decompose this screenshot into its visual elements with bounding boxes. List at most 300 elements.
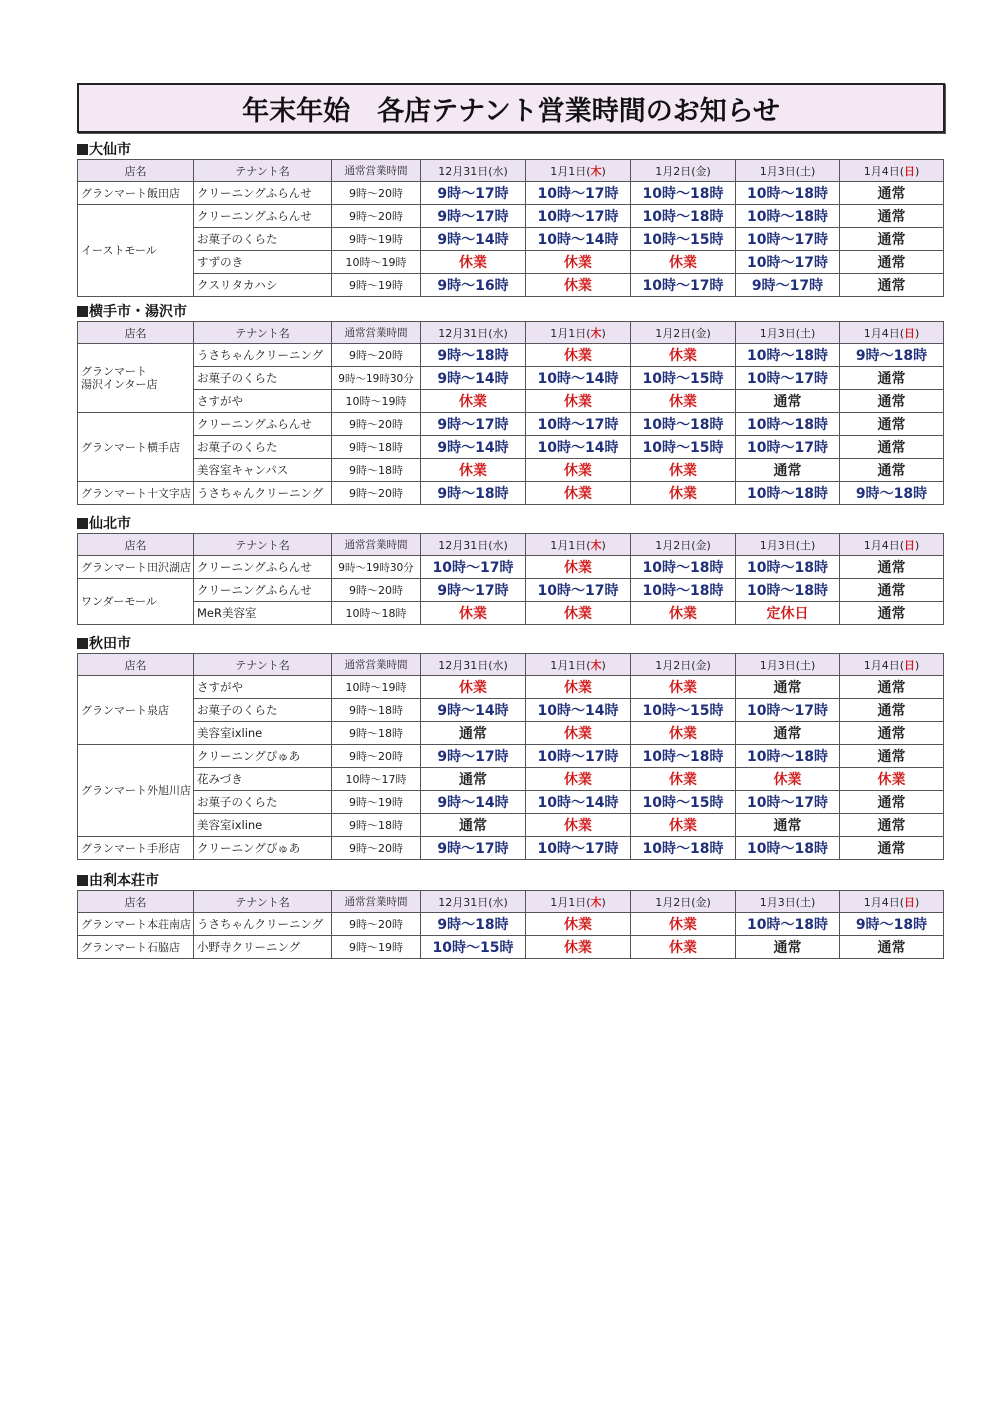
day-hours: 休業 — [421, 676, 526, 699]
day-hours: 通常 — [840, 459, 944, 482]
day-hours: 休業 — [526, 251, 631, 274]
store-name: グランマート田沢湖店 — [78, 556, 194, 579]
normal-hours: 9時～20時 — [332, 482, 421, 505]
day-paren-open: ( — [691, 658, 696, 672]
normal-hours: 9時～18時 — [332, 814, 421, 837]
day-hours: 休業 — [526, 274, 631, 297]
header-row — [78, 322, 944, 344]
table-row — [78, 459, 944, 482]
day-hours: 休業 — [421, 390, 526, 413]
day-of-week: 金 — [695, 164, 707, 178]
day-hours: 休業 — [526, 390, 631, 413]
day-date: 1月2日 — [655, 658, 692, 672]
table-row — [78, 791, 944, 814]
day-paren-open: ( — [795, 658, 800, 672]
section — [77, 515, 943, 625]
day-paren-open: ( — [899, 658, 904, 672]
table-row — [78, 814, 944, 837]
day-hours: 休業 — [421, 251, 526, 274]
day-paren-open: ( — [691, 326, 696, 340]
day-hours: 休業 — [631, 676, 736, 699]
day-hours: 10時～18時 — [631, 556, 736, 579]
tenant-name: クリーニングぴゅあ — [194, 745, 332, 768]
day-hours: 10時～18時 — [736, 205, 840, 228]
day-date: 12月31日 — [438, 164, 489, 178]
table-row — [78, 413, 944, 436]
day-hours: 9時～14時 — [421, 699, 526, 722]
tenant-name: お菓子のくらた — [194, 436, 332, 459]
table-row — [78, 482, 944, 505]
header-store: 店名 — [78, 160, 194, 182]
square-bullet-icon — [77, 638, 88, 649]
day-of-week: 土 — [800, 326, 811, 340]
square-bullet-icon — [77, 518, 88, 529]
day-paren-close: ) — [811, 895, 816, 909]
day-hours: 通常 — [840, 251, 944, 274]
section-name: 大仙市 — [89, 142, 131, 158]
table-row — [78, 745, 944, 768]
day-date: 1月2日 — [655, 895, 692, 909]
day-date: 1月2日 — [655, 326, 692, 340]
day-date: 1月1日 — [550, 658, 587, 672]
day-hours: 通常 — [840, 436, 944, 459]
table-row — [78, 722, 944, 745]
table-row — [78, 768, 944, 791]
table-row — [78, 699, 944, 722]
tenant-name: 美容室キャンパス — [194, 459, 332, 482]
header-day — [421, 654, 526, 676]
day-hours: 10時～17時 — [421, 556, 526, 579]
day-paren-close: ) — [706, 538, 711, 552]
day-hours: 9時～17時 — [421, 182, 526, 205]
day-paren-close: ) — [601, 164, 606, 178]
day-hours: 10時～15時 — [631, 699, 736, 722]
day-hours: 10時～17時 — [631, 274, 736, 297]
day-paren-open: ( — [586, 164, 591, 178]
section-name: 横手市・湯沢市 — [89, 304, 187, 320]
normal-hours: 9時～20時 — [332, 745, 421, 768]
header-day — [840, 891, 944, 913]
day-paren-open: ( — [899, 326, 904, 340]
day-date: 1月4日 — [863, 538, 900, 552]
day-hours: 通常 — [840, 579, 944, 602]
day-hours: 10時～18時 — [631, 182, 736, 205]
day-hours: 休業 — [526, 482, 631, 505]
tenant-name: すずのき — [194, 251, 332, 274]
day-hours: 休業 — [631, 936, 736, 959]
header-day — [526, 534, 631, 556]
header-store: 店名 — [78, 322, 194, 344]
header-normal-hours: 通常営業時間 — [332, 322, 421, 344]
day-paren-close: ) — [915, 164, 920, 178]
day-hours: 通常 — [736, 814, 840, 837]
day-hours: 休業 — [526, 814, 631, 837]
day-hours: 休業 — [631, 913, 736, 936]
header-normal-hours: 通常営業時間 — [332, 654, 421, 676]
day-hours: 10時～17時 — [736, 367, 840, 390]
day-hours: 通常 — [840, 228, 944, 251]
header-day — [631, 891, 736, 913]
day-hours: 10時～17時 — [736, 791, 840, 814]
day-hours: 10時～17時 — [736, 436, 840, 459]
day-hours: 10時～18時 — [631, 745, 736, 768]
day-date: 1月3日 — [759, 164, 796, 178]
day-hours: 定休日 — [736, 602, 840, 625]
day-hours: 9時～18時 — [421, 913, 526, 936]
day-of-week: 日 — [904, 658, 915, 672]
table-row — [78, 205, 944, 228]
day-hours: 休業 — [526, 344, 631, 367]
day-hours: 通常 — [840, 556, 944, 579]
day-paren-close: ) — [503, 164, 508, 178]
tenant-name: クリーニングふらんせ — [194, 556, 332, 579]
day-hours: 10時～17時 — [526, 745, 631, 768]
normal-hours: 10時～17時 — [332, 768, 421, 791]
tenant-name: クリーニングふらんせ — [194, 205, 332, 228]
day-of-week: 水 — [492, 658, 504, 672]
tenant-name: さすがや — [194, 676, 332, 699]
day-hours: 10時～18時 — [736, 745, 840, 768]
day-hours: 休業 — [526, 602, 631, 625]
day-hours: 9時～18時 — [840, 344, 944, 367]
normal-hours: 9時～19時 — [332, 274, 421, 297]
day-hours: 通常 — [840, 837, 944, 860]
day-hours: 通常 — [840, 722, 944, 745]
day-date: 12月31日 — [438, 895, 489, 909]
day-hours: 10時～18時 — [736, 837, 840, 860]
day-of-week: 木 — [590, 164, 602, 178]
day-of-week: 日 — [904, 164, 915, 178]
store-name: グランマート手形店 — [78, 837, 194, 860]
header-day — [631, 654, 736, 676]
section-name: 秋田市 — [89, 636, 131, 652]
section-label — [77, 635, 943, 653]
section — [77, 303, 943, 505]
day-hours: 通常 — [840, 936, 944, 959]
day-hours: 通常 — [840, 745, 944, 768]
day-hours: 休業 — [421, 459, 526, 482]
day-hours: 9時～14時 — [421, 228, 526, 251]
square-bullet-icon — [77, 144, 88, 155]
day-paren-close: ) — [503, 895, 508, 909]
day-of-week: 水 — [492, 895, 504, 909]
day-of-week: 水 — [492, 538, 504, 552]
day-hours: 通常 — [840, 676, 944, 699]
hours-table — [77, 890, 944, 959]
header-store: 店名 — [78, 654, 194, 676]
day-hours: 通常 — [736, 676, 840, 699]
day-paren-close: ) — [915, 658, 920, 672]
day-hours: 9時～16時 — [421, 274, 526, 297]
day-of-week: 水 — [492, 326, 504, 340]
day-paren-open: ( — [488, 538, 493, 552]
header-day — [526, 322, 631, 344]
store-name: ワンダーモール — [78, 579, 194, 625]
day-hours: 10時～18時 — [736, 556, 840, 579]
header-tenant: テナント名 — [194, 534, 332, 556]
day-hours: 休業 — [631, 814, 736, 837]
day-hours: 通常 — [840, 367, 944, 390]
day-of-week: 木 — [590, 326, 602, 340]
day-paren-open: ( — [586, 326, 591, 340]
day-paren-open: ( — [488, 326, 493, 340]
section — [77, 872, 943, 959]
day-paren-open: ( — [586, 538, 591, 552]
day-paren-close: ) — [601, 658, 606, 672]
day-of-week: 金 — [695, 538, 707, 552]
day-paren-close: ) — [503, 538, 508, 552]
header-tenant: テナント名 — [194, 891, 332, 913]
day-hours: 通常 — [840, 791, 944, 814]
normal-hours: 9時～18時 — [332, 699, 421, 722]
normal-hours: 9時～20時 — [332, 182, 421, 205]
day-hours: 10時～17時 — [526, 205, 631, 228]
header-day — [840, 160, 944, 182]
tenant-name: お菓子のくらた — [194, 791, 332, 814]
day-hours: 休業 — [526, 768, 631, 791]
day-date: 1月1日 — [550, 538, 587, 552]
day-of-week: 木 — [590, 658, 602, 672]
header-day — [736, 534, 840, 556]
day-hours: 休業 — [631, 344, 736, 367]
header-tenant: テナント名 — [194, 322, 332, 344]
day-hours: 10時～18時 — [736, 913, 840, 936]
day-hours: 休業 — [631, 482, 736, 505]
header-row — [78, 534, 944, 556]
normal-hours: 9時～19時 — [332, 936, 421, 959]
header-day — [840, 322, 944, 344]
tenant-name: お菓子のくらた — [194, 699, 332, 722]
day-paren-open: ( — [899, 895, 904, 909]
day-paren-close: ) — [915, 538, 920, 552]
day-hours: 10時～14時 — [526, 699, 631, 722]
day-hours: 10時～17時 — [526, 413, 631, 436]
day-hours: 通常 — [840, 699, 944, 722]
table-row — [78, 579, 944, 602]
tenant-name: うさちゃんクリーニング — [194, 482, 332, 505]
day-hours: 10時～17時 — [526, 579, 631, 602]
store-name: グランマート十文字店 — [78, 482, 194, 505]
square-bullet-icon — [77, 306, 88, 317]
day-hours: 10時～15時 — [631, 791, 736, 814]
square-bullet-icon — [77, 875, 88, 886]
day-hours: 10時～18時 — [736, 182, 840, 205]
day-hours: 9時～17時 — [421, 837, 526, 860]
section — [77, 141, 943, 297]
table-row — [78, 913, 944, 936]
table-row — [78, 182, 944, 205]
day-paren-close: ) — [915, 895, 920, 909]
day-hours: 休業 — [631, 722, 736, 745]
page-title-box — [77, 83, 945, 133]
section-label — [77, 141, 943, 159]
day-hours: 通常 — [736, 936, 840, 959]
day-hours: 休業 — [840, 768, 944, 791]
day-hours: 9時～18時 — [421, 344, 526, 367]
day-hours: 通常 — [736, 390, 840, 413]
day-of-week: 土 — [800, 895, 811, 909]
normal-hours: 10時～19時 — [332, 676, 421, 699]
day-hours: 10時～17時 — [526, 837, 631, 860]
day-hours: 休業 — [631, 251, 736, 274]
day-of-week: 日 — [904, 895, 915, 909]
normal-hours: 9時～20時 — [332, 205, 421, 228]
day-hours: 休業 — [631, 459, 736, 482]
day-paren-open: ( — [691, 538, 696, 552]
day-paren-open: ( — [488, 658, 493, 672]
tenant-name: お菓子のくらた — [194, 228, 332, 251]
day-hours: 9時～17時 — [421, 205, 526, 228]
tenant-name: クリーニングぴゅあ — [194, 837, 332, 860]
day-date: 1月1日 — [550, 895, 587, 909]
normal-hours: 9時～20時 — [332, 579, 421, 602]
table-row — [78, 837, 944, 860]
day-hours: 通常 — [421, 722, 526, 745]
store-name: イーストモール — [78, 205, 194, 297]
header-day — [840, 534, 944, 556]
day-hours: 10時～18時 — [631, 205, 736, 228]
day-hours: 10時～15時 — [631, 367, 736, 390]
day-date: 12月31日 — [438, 658, 489, 672]
store-name: グランマート石脇店 — [78, 936, 194, 959]
section-name: 仙北市 — [89, 516, 131, 532]
page-title: 年末年始 各店テナント営業時間のお知らせ — [242, 95, 780, 127]
day-paren-close: ) — [601, 326, 606, 340]
day-paren-close: ) — [811, 164, 816, 178]
table-row — [78, 602, 944, 625]
day-hours: 9時～14時 — [421, 436, 526, 459]
day-hours: 10時～14時 — [526, 367, 631, 390]
store-name: グランマート本荘南店 — [78, 913, 194, 936]
day-paren-close: ) — [601, 538, 606, 552]
header-normal-hours: 通常営業時間 — [332, 534, 421, 556]
header-tenant: テナント名 — [194, 654, 332, 676]
header-row — [78, 654, 944, 676]
tenant-name: 美容室ixline — [194, 814, 332, 837]
store-name: グランマート泉店 — [78, 676, 194, 745]
day-hours: 10時～14時 — [526, 228, 631, 251]
table-row — [78, 274, 944, 297]
tenant-name: 花みづき — [194, 768, 332, 791]
day-hours: 10時～15時 — [421, 936, 526, 959]
day-hours: 10時～18時 — [736, 482, 840, 505]
tenant-name: さすがや — [194, 390, 332, 413]
day-paren-close: ) — [706, 326, 711, 340]
day-paren-open: ( — [795, 895, 800, 909]
tenant-name: クリーニングふらんせ — [194, 182, 332, 205]
day-hours: 通常 — [840, 182, 944, 205]
day-paren-open: ( — [586, 658, 591, 672]
day-paren-open: ( — [795, 538, 800, 552]
header-store: 店名 — [78, 534, 194, 556]
day-hours: 休業 — [631, 768, 736, 791]
day-hours: 10時～18時 — [631, 579, 736, 602]
day-hours: 9時～18時 — [840, 913, 944, 936]
day-hours: 通常 — [840, 205, 944, 228]
tenant-name: クリーニングふらんせ — [194, 413, 332, 436]
day-hours: 通常 — [840, 814, 944, 837]
tenant-name: お菓子のくらた — [194, 367, 332, 390]
day-paren-open: ( — [899, 164, 904, 178]
day-date: 1月4日 — [863, 326, 900, 340]
day-date: 1月4日 — [863, 164, 900, 178]
day-hours: 休業 — [526, 676, 631, 699]
day-paren-close: ) — [601, 895, 606, 909]
header-day — [631, 160, 736, 182]
day-date: 1月2日 — [655, 164, 692, 178]
day-of-week: 土 — [800, 658, 811, 672]
table-row — [78, 390, 944, 413]
tenant-name: うさちゃんクリーニング — [194, 913, 332, 936]
day-hours: 10時～17時 — [526, 182, 631, 205]
day-hours: 9時～17時 — [421, 413, 526, 436]
table-row — [78, 251, 944, 274]
day-hours: 休業 — [736, 768, 840, 791]
day-paren-close: ) — [503, 658, 508, 672]
day-of-week: 金 — [695, 895, 707, 909]
day-hours: 9時～14時 — [421, 791, 526, 814]
normal-hours: 9時～19時 — [332, 228, 421, 251]
day-of-week: 金 — [695, 658, 707, 672]
day-hours: 9時～18時 — [421, 482, 526, 505]
day-date: 1月3日 — [759, 538, 796, 552]
day-paren-close: ) — [503, 326, 508, 340]
normal-hours: 10時～19時 — [332, 390, 421, 413]
day-hours: 10時～15時 — [631, 228, 736, 251]
header-tenant: テナント名 — [194, 160, 332, 182]
day-paren-open: ( — [586, 895, 591, 909]
day-paren-close: ) — [811, 538, 816, 552]
day-date: 1月3日 — [759, 658, 796, 672]
day-date: 12月31日 — [438, 326, 489, 340]
day-hours: 10時～18時 — [631, 837, 736, 860]
header-day — [526, 654, 631, 676]
table-row — [78, 936, 944, 959]
day-paren-open: ( — [795, 326, 800, 340]
header-day — [421, 891, 526, 913]
day-hours: 10時～14時 — [526, 436, 631, 459]
table-row — [78, 228, 944, 251]
day-paren-open: ( — [488, 895, 493, 909]
day-hours: 9時～17時 — [736, 274, 840, 297]
day-hours: 10時～15時 — [631, 436, 736, 459]
day-date: 1月1日 — [550, 326, 587, 340]
tenant-name: 小野寺クリーニング — [194, 936, 332, 959]
day-hours: 9時～18時 — [840, 482, 944, 505]
header-day — [421, 160, 526, 182]
day-of-week: 日 — [904, 538, 915, 552]
day-hours: 休業 — [526, 936, 631, 959]
store-name: グランマート横手店 — [78, 413, 194, 482]
day-of-week: 土 — [800, 164, 811, 178]
normal-hours: 9時～20時 — [332, 344, 421, 367]
header-day — [421, 322, 526, 344]
day-paren-close: ) — [706, 895, 711, 909]
day-hours: 通常 — [736, 459, 840, 482]
normal-hours: 9時～20時 — [332, 837, 421, 860]
normal-hours: 10時～18時 — [332, 602, 421, 625]
day-hours: 休業 — [631, 390, 736, 413]
tenant-name: MeR美容室 — [194, 602, 332, 625]
normal-hours: 9時～20時 — [332, 413, 421, 436]
normal-hours: 9時～18時 — [332, 436, 421, 459]
day-hours: 9時～17時 — [421, 579, 526, 602]
day-date: 1月3日 — [759, 326, 796, 340]
normal-hours: 10時～19時 — [332, 251, 421, 274]
normal-hours: 9時～19時30分 — [332, 556, 421, 579]
day-of-week: 木 — [590, 895, 602, 909]
day-date: 1月1日 — [550, 164, 587, 178]
